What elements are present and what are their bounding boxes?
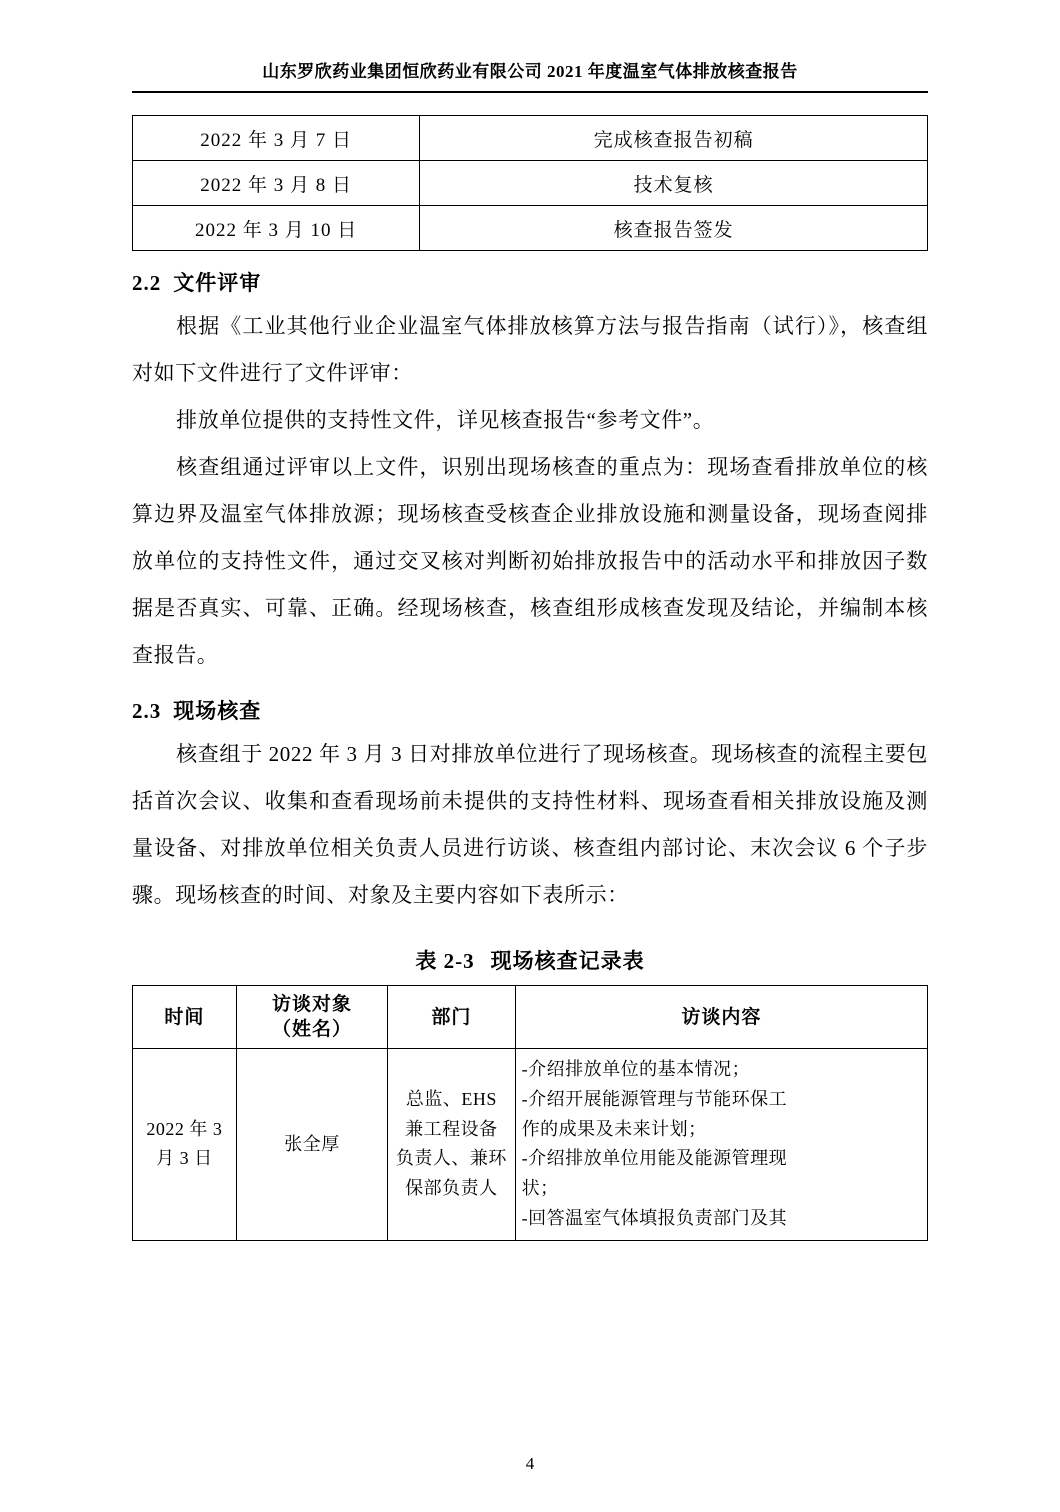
column-header-time: 时间 [133, 986, 237, 1049]
table-caption-number: 表 2-3 [415, 949, 475, 974]
cell-department [388, 1049, 516, 1240]
cell-person: 张全厚 [236, 1049, 387, 1240]
schedule-activity: 核查报告签发 [420, 206, 928, 251]
table-row [133, 161, 928, 206]
content-line: -介绍开展能源管理与节能环保工 [521, 1089, 788, 1110]
header-divider [132, 91, 928, 93]
schedule-activity: 技术复核 [420, 161, 928, 206]
table-row [133, 1049, 928, 1240]
column-header-person [236, 986, 387, 1049]
section-heading-2-3 [132, 695, 928, 725]
department-line: 兼工程设备 [405, 1118, 498, 1139]
cell-time: 2022 年 3 月 3 日 [133, 1049, 237, 1240]
paragraph-2-2-3: 核查组通过评审以上文件，识别出现场核查的重点为：现场查看排放单位的核算边界及温室气体排放源；现场核查受核查企业排放设施和测量设备，现场查阅排放单位的支持性文件，通过交叉核对判断初始排放报告中的活动水平和排放因子数据是否真实、可靠、正确。经现场核查，核查组形成核查发现及结论，并编制本核查报告。 [132, 455, 928, 668]
column-header-content: 访谈内容 [515, 986, 927, 1049]
content-line: 作的成果及未来计划； [521, 1118, 707, 1139]
department-line: 保部负责人 [405, 1178, 498, 1199]
section-number: 2.3 [132, 699, 162, 724]
schedule-date: 2022 年 3 月 8 日 [133, 161, 420, 206]
table-row [133, 206, 928, 251]
department-line: 负责人、兼环 [395, 1148, 507, 1169]
table-row [133, 116, 928, 161]
section-title: 文件评审 [173, 271, 262, 296]
section-title: 现场核查 [173, 699, 262, 724]
paragraph-2-2-2: 排放单位提供的支持性文件，详见核查报告“参考文件”。 [176, 408, 715, 433]
interview-record-table [132, 985, 928, 1240]
column-header-person-line1: 访谈对象 [271, 993, 352, 1015]
page-footer [0, 1454, 1060, 1474]
content-line: -介绍排放单位用能及能源管理现 [521, 1148, 788, 1169]
section-number: 2.2 [132, 271, 162, 296]
paragraph-2-2-1: 根据《工业其他行业企业温室气体排放核算方法与报告指南（试行）》，核查组对如下文件进行了文件评审： [132, 314, 928, 386]
content-line: 状； [521, 1178, 559, 1199]
table-caption [132, 945, 928, 975]
schedule-activity: 完成核查报告初稿 [420, 116, 928, 161]
page-number: 4 [525, 1454, 535, 1473]
column-header-department: 部门 [388, 986, 516, 1049]
table-caption-title: 现场核查记录表 [490, 949, 645, 974]
schedule-table [132, 115, 928, 251]
page-header [132, 0, 928, 93]
schedule-date: 2022 年 3 月 10 日 [133, 206, 420, 251]
schedule-date: 2022 年 3 月 7 日 [133, 116, 420, 161]
content-line: -介绍排放单位的基本情况； [521, 1059, 751, 1080]
column-header-person-line2: （姓名） [271, 1019, 352, 1041]
content-line: -回答温室气体填报负责部门及其 [521, 1207, 788, 1228]
table-header-row [133, 986, 928, 1049]
cell-content [515, 1049, 927, 1240]
section-heading-2-2 [132, 267, 928, 297]
header-title: 山东罗欣药业集团恒欣药业有限公司 2021 年度温室气体排放核查报告 [262, 62, 798, 81]
department-line: 总监、EHS [405, 1089, 497, 1110]
paragraph-2-3-1: 核查组于 2022 年 3 月 3 日对排放单位进行了现场核查。现场核查的流程主要包括首次会议、收集和查看现场前未提供的支持性材料、现场查看相关排放设施及测量设备、对排放单位相关负责人员进行访谈、核查组内部讨论、末次会议 6 个子步骤。现场核查的时间、对象及主要内容如下表所示： [132, 742, 928, 908]
